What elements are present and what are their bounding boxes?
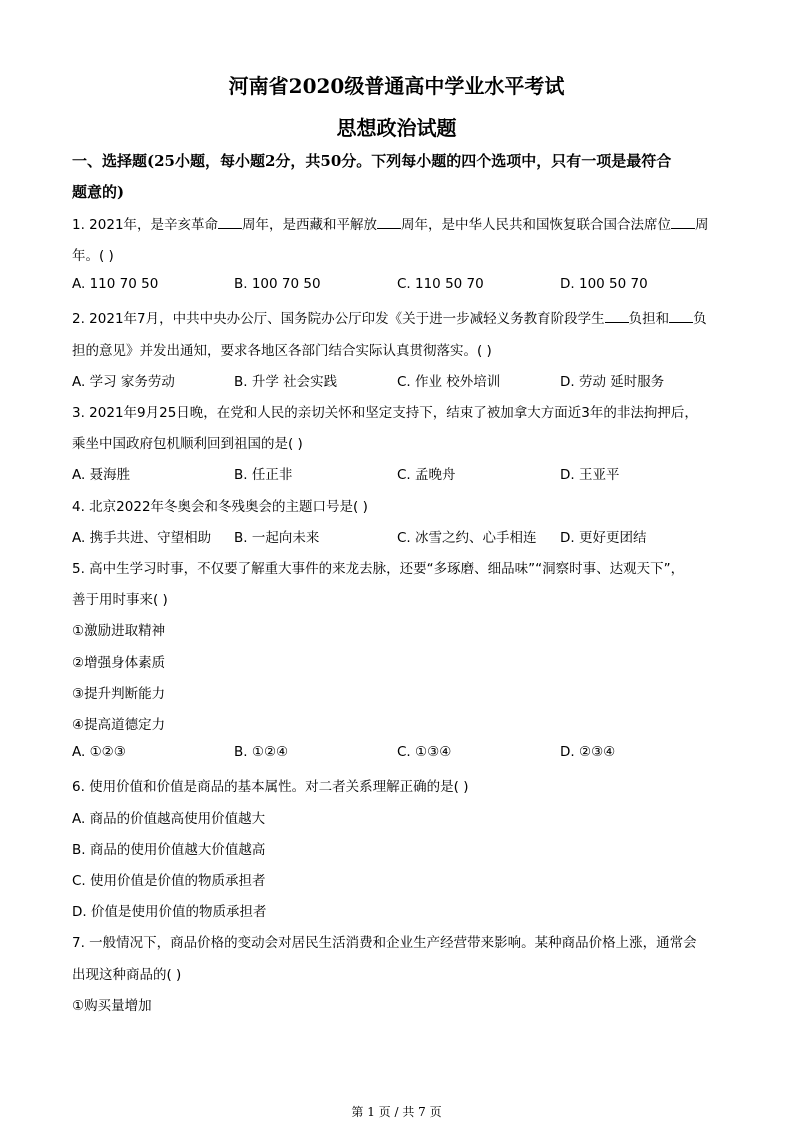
page-footer: 第 1 页 / 共 7 页: [351, 1105, 442, 1119]
question-6-option-a: A. 商品的价值越高使用价值越大: [72, 811, 266, 827]
question-5-line2: 善于用时事来( ): [72, 592, 168, 608]
question-3-line1: 3. 2021年9月25日晚，在党和人民的亲切关怀和坚定支持下，结束了被加拿大方面近3年的非法拘押后，: [72, 405, 698, 421]
question-5-item-3: ③提升判断能力: [72, 686, 166, 702]
question-3-option-c: C. 孟晚舟: [397, 467, 456, 483]
question-6-option-b: B. 商品的使用价值越大价值越高: [72, 842, 266, 858]
section-heading-line1: 一、选择题(25小题，每小题2分，共50分。下列每小题的四个选项中，只有一项是最符合: [72, 152, 672, 170]
question-3-option-a: A. 聂海胜: [72, 467, 131, 483]
blank: [377, 214, 401, 229]
question-6-option-d: D. 价值是使用价值的物质承担者: [72, 904, 267, 920]
question-1-option-a: A. 110 70 50: [72, 276, 159, 292]
question-3-option-d: D. 王亚平: [560, 467, 620, 483]
blank: [605, 308, 629, 323]
question-4-option-a: A. 携手共进、守望相助: [72, 530, 212, 546]
question-4-option-d: D. 更好更团结: [560, 530, 647, 546]
question-6-option-c: C. 使用价值是价值的物质承担者: [72, 873, 266, 889]
question-2-option-a: A. 学习 家务劳动: [72, 374, 175, 390]
blank: [669, 308, 693, 323]
question-1-line2: 年。( ): [72, 248, 114, 264]
question-7-line1: 7. 一般情况下，商品价格的变动会对居民生活消费和企业生产经营带来影响。某种商品价格上涨，通常会: [72, 935, 697, 951]
question-7-line2: 出现这种商品的( ): [72, 967, 182, 983]
question-1-text-c: 周年，是中华人民共和国恢复联合国合法席位: [401, 217, 672, 233]
question-5-option-b: B. ①②④: [234, 744, 289, 760]
question-5-option-d: D. ②③④: [560, 744, 616, 760]
question-6-line1: 6. 使用价值和价值是商品的基本属性。对二者关系理解正确的是( ): [72, 779, 469, 795]
question-1-option-d: D. 100 50 70: [560, 276, 648, 292]
question-5-item-1: ①激励进取精神: [72, 623, 166, 639]
page-subtitle: 思想政治试题: [336, 116, 457, 140]
question-1-option-b: B. 100 70 50: [234, 276, 321, 292]
blank: [218, 214, 242, 229]
question-3-option-b: B. 任正非: [234, 467, 293, 483]
question-2-text-b: 负担和: [628, 311, 670, 327]
question-2-text-c: 负: [693, 311, 707, 327]
question-2-option-c: C. 作业 校外培训: [397, 374, 501, 390]
question-2-line2: 担的意见》并发出通知，要求各地区各部门结合实际认真贯彻落实。( ): [72, 343, 492, 359]
question-2-text-a: 2. 2021年7月，中共中央办公厅、国务院办公厅印发《关于进一步减轻义务教育阶段学生: [72, 311, 605, 327]
question-2-option-b: B. 升学 社会实践: [234, 374, 338, 390]
question-4-option-c: C. 冰雪之约、心手相连: [397, 530, 537, 546]
question-1-text-d: 周: [695, 217, 709, 233]
question-1-option-c: C. 110 50 70: [397, 276, 484, 292]
question-5-item-4: ④提高道德定力: [72, 717, 166, 733]
question-4-line1: 4. 北京2022年冬奥会和冬残奥会的主题口号是( ): [72, 499, 368, 515]
question-5-item-2: ②增强身体素质: [72, 655, 166, 671]
blank: [671, 214, 695, 229]
question-7-item-1: ①购买量增加: [72, 998, 152, 1014]
question-4-option-b: B. 一起向未来: [234, 530, 320, 546]
question-1-line1: [72, 213, 709, 233]
section-heading-line2: 题意的): [72, 183, 125, 201]
question-2-option-d: D. 劳动 延时服务: [560, 374, 665, 390]
question-1-text-b: 周年，是西藏和平解放: [242, 217, 378, 233]
question-5-line1: 5. 高中生学习时事，不仅要了解重大事件的来龙去脉，还要“多琢磨、细品味”“洞察时事、达观天下”，: [72, 561, 685, 577]
question-5-option-a: A. ①②③: [72, 744, 126, 760]
question-2-line1: [72, 307, 707, 327]
question-1-text-a: 1. 2021年，是辛亥革命: [72, 217, 219, 233]
question-5-option-c: C. ①③④: [397, 744, 452, 760]
page-title: 河南省2020级普通高中学业水平考试: [228, 74, 565, 98]
question-3-line2: 乘坐中国政府包机顺利回到祖国的是( ): [72, 436, 303, 452]
